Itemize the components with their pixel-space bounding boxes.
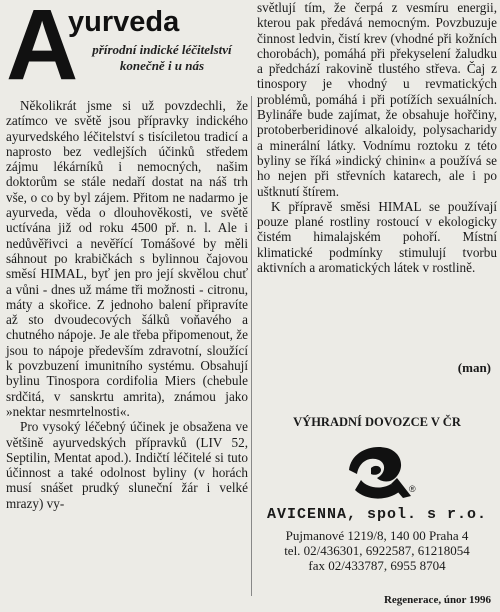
source-dateline: Regenerace, únor 1996 (383, 594, 491, 606)
title-drop-cap: A (6, 0, 77, 101)
paragraph: Několikrát jsme si už povzdechli, že zatímco ve světě jsou přípravky indického ayurvedského léčitelství s tisíciletou tradicí a naprosto bez vedlejších účinků středem zájmu lékárníků i nemocných, našim doktorům se stále nedaří dostat na náš trh vše, o co by byl zájem. Přitom ne nadarmo je ayurveda, věda o dlouhověkosti, ve světě uctívána již od roku 4500 př. n. l. Ale i nedůvěřivci a nevěřící Tomášové by měli sáhnout po krabičkách s bylinnou čajovou směsí HIMAL, byť jen pro její skvělou chuť a vůni - dnes už máme tři možnosti - citronu, máty a skořice. Z jednoho balení připravíte až sto dvoudecových šálků voňavého a chutného nápoje. Je ale třeba připomenout, že jsou to nápoje především zdravotní, sloužící k povzbuzení imunitního systému. Obsahují bylinu Tinospora cordifolia Miers (chebule srdčitá, v sanskrtu amrita), známou jako »nektar nesmrtelnosti«. (6, 98, 248, 419)
left-body-text (6, 98, 248, 511)
author-signature: (man) (457, 360, 491, 375)
company-fax: fax 02/433787, 6955 8704 (308, 558, 446, 573)
article-subtitle: přírodní indické léčitelství konečně i u nás (92, 42, 232, 73)
paragraph: Pro vysoký léčebný účinek je obsažena ve většině ayurvedských přípravků (LIV 52, Septilin, Mentat apod.). Indičtí léčitelé si tuto účinnost a také odolnost byliny (v horách musí snášet prudký sluneční žár i velké mrazy) vy- (6, 419, 248, 511)
column-divider (251, 96, 252, 596)
paragraph: světlují tím, že čerpá z vesmíru energii, kterou pak předává nemocným. Povzbuzuje činnost ledvin, čistí krev (vhodné při kožních chorobách), pomáhá při překyselení žaludku a předchází rakovině tlustého střeva. Čaj z tinospory je vhodný u revmatických problémů, pomáhá i při potížích sexuálních. Bylináře bude zajímat, že obsahuje hořčiny, protoberberidinové alkaloidy, polysacharidy a minerální látky. Vodnímu roztoku z této byliny se říká »indický chinin« a používá se ho nejen při střevních katarech, ale i po uštknutí štírem. (257, 0, 497, 199)
company-phone: tel. 02/436301, 6922587, 61218054 (284, 543, 470, 558)
company-address: Pujmanové 1219/8, 140 00 Praha 4 (285, 528, 469, 543)
right-column (257, 0, 497, 612)
company-name: AVICENNA, spol. s r.o. (266, 506, 488, 523)
article-title: yurveda (68, 6, 180, 38)
paragraph: K přípravě směsi HIMAL se používají pouze plané rostliny rostoucí v ekologicky čistém himalajském pohoří. Místní klimatické podmínky stimulují tvorbu aktivních a aromatických látek v rostlině. (257, 198, 497, 276)
left-column (6, 0, 248, 612)
registered-mark: ® (409, 484, 416, 494)
avicenna-logo-icon (341, 440, 419, 504)
right-body-text (257, 0, 497, 275)
company-contact (257, 528, 497, 573)
importer-heading: VÝHRADNÍ DOVOZCE V ČR (293, 415, 461, 429)
